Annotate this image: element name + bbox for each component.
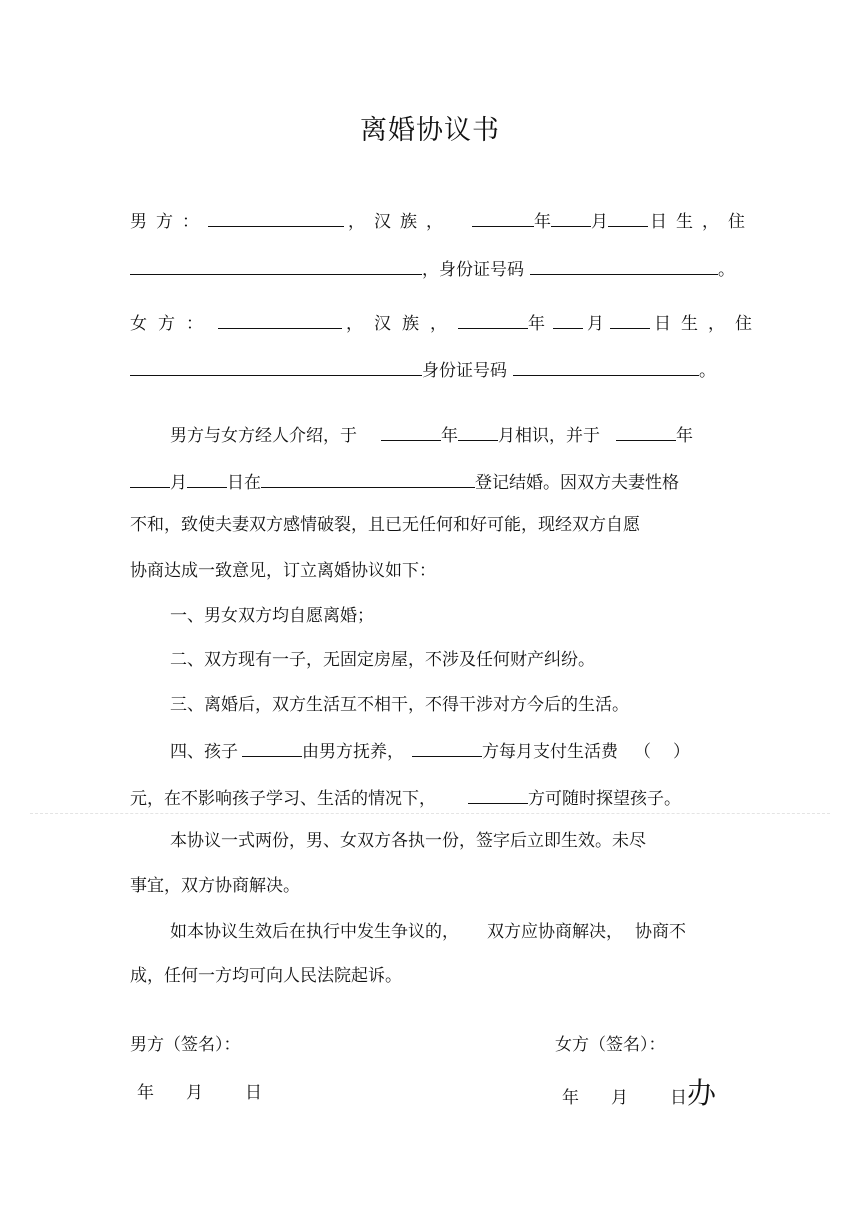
female-month-label: 月	[587, 314, 604, 334]
male-ethnicity: ，汉族，	[348, 212, 452, 232]
clause-4-text-c: 方每月支付生活费	[482, 742, 618, 762]
female-sign-year: 年	[562, 1088, 579, 1108]
female-info-line	[130, 310, 762, 335]
male-name-blank[interactable]	[208, 208, 344, 227]
intro-text-3: 登记结婚。因双方夫妻性格	[475, 473, 679, 493]
trailing-glyph: 办	[687, 1076, 717, 1110]
female-sign-day: 日	[670, 1088, 687, 1108]
female-address-blank[interactable]	[130, 357, 422, 376]
male-address-line	[130, 256, 735, 281]
intro-text-2: 月相识，并于	[498, 426, 600, 446]
marriage-year-label: 年	[676, 426, 693, 446]
marriage-month-label: 月	[170, 473, 187, 493]
payer-blank[interactable]	[412, 738, 482, 757]
male-birth-year-blank[interactable]	[472, 208, 534, 227]
female-label: 女方：	[130, 314, 214, 334]
dispute-text-3: 协商不	[635, 922, 686, 942]
female-id-end: 。	[699, 361, 716, 381]
dispute-line-2: 成，任何一方均可向人民法院起诉。	[130, 966, 402, 986]
intro-line-4: 协商达成一致意见，订立离婚协议如下：	[130, 561, 436, 581]
female-ethnicity: ，汉族，	[346, 314, 458, 334]
clause-4-text-a: 四、孩子	[170, 742, 238, 762]
male-address-blank[interactable]	[130, 256, 422, 275]
clause-4-line-2	[130, 785, 681, 810]
custody-blank[interactable]	[242, 738, 302, 757]
female-sign-month: 月	[611, 1088, 628, 1108]
female-year-label: 年	[528, 314, 545, 334]
intro-line-1	[170, 422, 693, 447]
meet-month-blank[interactable]	[458, 422, 498, 441]
clause-4-line-1	[170, 738, 690, 763]
marriage-day-label: 日在	[227, 473, 261, 493]
male-sign-day: 日	[245, 1083, 262, 1103]
clause-4-open-paren: （	[634, 742, 651, 762]
male-year-label: 年	[534, 212, 551, 232]
marriage-year-blank[interactable]	[616, 422, 676, 441]
male-born-label: 日生，住	[650, 212, 754, 232]
meet-year-blank[interactable]	[381, 422, 441, 441]
female-born-label: 日生，住	[654, 314, 762, 334]
clause-4-text-f: 元，在不影响孩子学习、生活的情况下，	[130, 789, 436, 809]
male-sign-year: 年	[137, 1083, 154, 1103]
intro-line-2	[130, 469, 679, 494]
female-id-label: 身份证号码	[422, 361, 507, 381]
clause-2: 二、双方现有一子，无固定房屋，不涉及任何财产纠纷。	[170, 650, 595, 670]
male-id-blank[interactable]	[530, 256, 718, 275]
visitor-blank[interactable]	[468, 785, 528, 804]
copies-line-1: 本协议一式两份，男、女双方各执一份，签字后立即生效。未尽	[170, 831, 646, 851]
male-id-label: ，身份证号码	[422, 260, 524, 280]
male-month-label: 月	[591, 212, 608, 232]
page-break-line	[30, 813, 830, 814]
male-birth-month-blank[interactable]	[551, 208, 591, 227]
marriage-place-blank[interactable]	[261, 469, 475, 488]
clause-4-text-b: 由男方抚养，	[302, 742, 404, 762]
male-id-end: 。	[718, 260, 735, 280]
male-label: 男方：	[130, 212, 208, 232]
intro-line-3: 不和，致使夫妻双方感情破裂，且已无任何和好可能，现经双方自愿	[130, 515, 640, 535]
female-birth-year-blank[interactable]	[458, 310, 528, 329]
female-id-blank[interactable]	[513, 357, 699, 376]
female-signature-label: 女方（签名）：	[555, 1035, 666, 1055]
male-birth-day-blank[interactable]	[608, 208, 648, 227]
male-signature-label: 男方（签名）：	[130, 1035, 241, 1055]
dispute-text-1: 如本协议生效后在执行中发生争议的，	[170, 922, 459, 942]
dispute-text-2: 双方应协商解决，	[487, 922, 623, 942]
meet-year-label: 年	[441, 426, 458, 446]
male-info-line	[130, 208, 754, 233]
female-sign-date	[562, 1076, 717, 1110]
marriage-day-blank[interactable]	[187, 469, 227, 488]
dispute-line-1	[170, 921, 686, 943]
female-address-line	[130, 357, 716, 382]
intro-text-1: 男方与女方经人介绍，于	[170, 426, 357, 446]
female-birth-month-blank[interactable]	[553, 310, 583, 329]
clause-1: 一、男女双方均自愿离婚；	[170, 606, 374, 626]
clause-4-close-paren: ）	[673, 742, 690, 762]
male-sign-month: 月	[186, 1083, 203, 1103]
clause-4-text-g: 方可随时探望孩子。	[528, 789, 681, 809]
female-birth-day-blank[interactable]	[610, 310, 650, 329]
marriage-month-blank[interactable]	[130, 469, 170, 488]
female-name-blank[interactable]	[218, 310, 342, 329]
copies-line-2: 事宜，双方协商解决。	[130, 876, 300, 896]
clause-3: 三、离婚后，双方生活互不相干，不得干涉对方今后的生活。	[170, 695, 629, 715]
male-sign-date	[137, 1082, 262, 1104]
document-title: 离婚协议书	[360, 115, 500, 146]
